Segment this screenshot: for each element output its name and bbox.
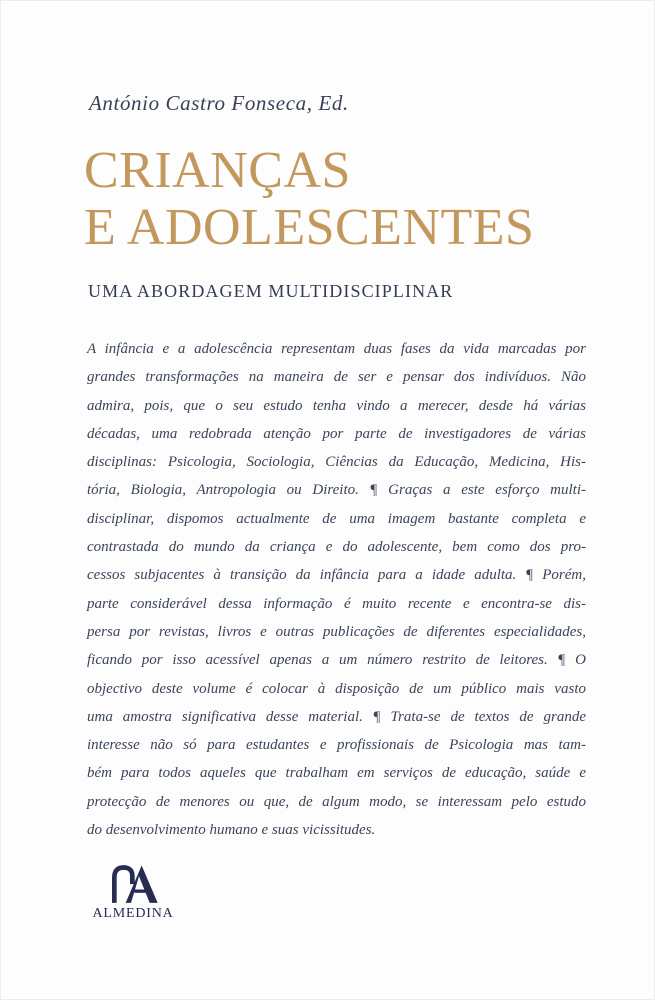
blurb-line: uma amostra significativa desse material. ¶ Trata-se de textos de grande	[87, 708, 586, 725]
title-line-1: CRIANÇAS	[84, 142, 351, 199]
blurb-line: do desenvolvimento humano e suas vicissitudes.	[87, 822, 376, 839]
blurb-line: A infância e a adolescência representam duas fases da vida marcadas por	[87, 341, 586, 357]
blurb-line: protecção de menores ou que, de algum modo, se interessam pelo estudo	[87, 793, 586, 810]
blurb-line: contrastada do mundo da criança e do adolescente, bem como dos pro-	[87, 539, 586, 556]
subtitle: UMA ABORDAGEM MULTIDISCIPLINAR	[88, 281, 454, 301]
almedina-monogram-icon	[77, 864, 189, 903]
author-line: António Castro Fonseca, Ed.	[89, 91, 349, 115]
blurb-line: décadas, uma redobrada atenção por parte de investigadores de várias	[87, 425, 586, 442]
blurb-line: tória, Biologia, Antropologia ou Direito. ¶ Graças a este esforço multi-	[87, 482, 586, 499]
blurb-line: ficando por isso acessível apenas a um número restrito de leitores. ¶ O	[87, 652, 586, 669]
blurb-line: parte considerável dessa informação é muito recente e encontra-se dis-	[87, 595, 586, 612]
blurb-line: interesse não só para estudantes e profissionais de Psicologia mas tam-	[87, 737, 586, 754]
blurb-line: disciplinar, dispomos actualmente de uma imagem bastante completa e	[87, 510, 586, 527]
blurb-line: admira, pois, que o seu estudo tenha vindo a merecer, desde há várias	[87, 397, 586, 414]
blurb-line: cessos subjacentes à transição da infância para a idade adulta. ¶ Porém,	[87, 567, 586, 584]
publisher-name: ALMEDINA	[92, 906, 174, 921]
blurb-line: grandes transformações na maneira de ser e pensar dos indivíduos. Não	[87, 369, 586, 386]
blurb-line: persa por revistas, livros e outras publicações de diferentes especialidades,	[87, 623, 586, 640]
blurb-line: bém para todos aqueles que trabalham em serviços de educação, saúde e	[87, 765, 586, 782]
book-title	[84, 142, 534, 256]
blurb-line: objectivo deste volume é colocar à disposição de um público mais vasto	[87, 680, 586, 697]
publisher-logo	[77, 864, 189, 922]
blurb-line: disciplinas: Psicologia, Sociologia, Ciências da Educação, Medicina, His-	[87, 454, 586, 471]
blurb-text	[87, 335, 586, 844]
title-line-2: E ADOLESCENTES	[84, 199, 535, 256]
